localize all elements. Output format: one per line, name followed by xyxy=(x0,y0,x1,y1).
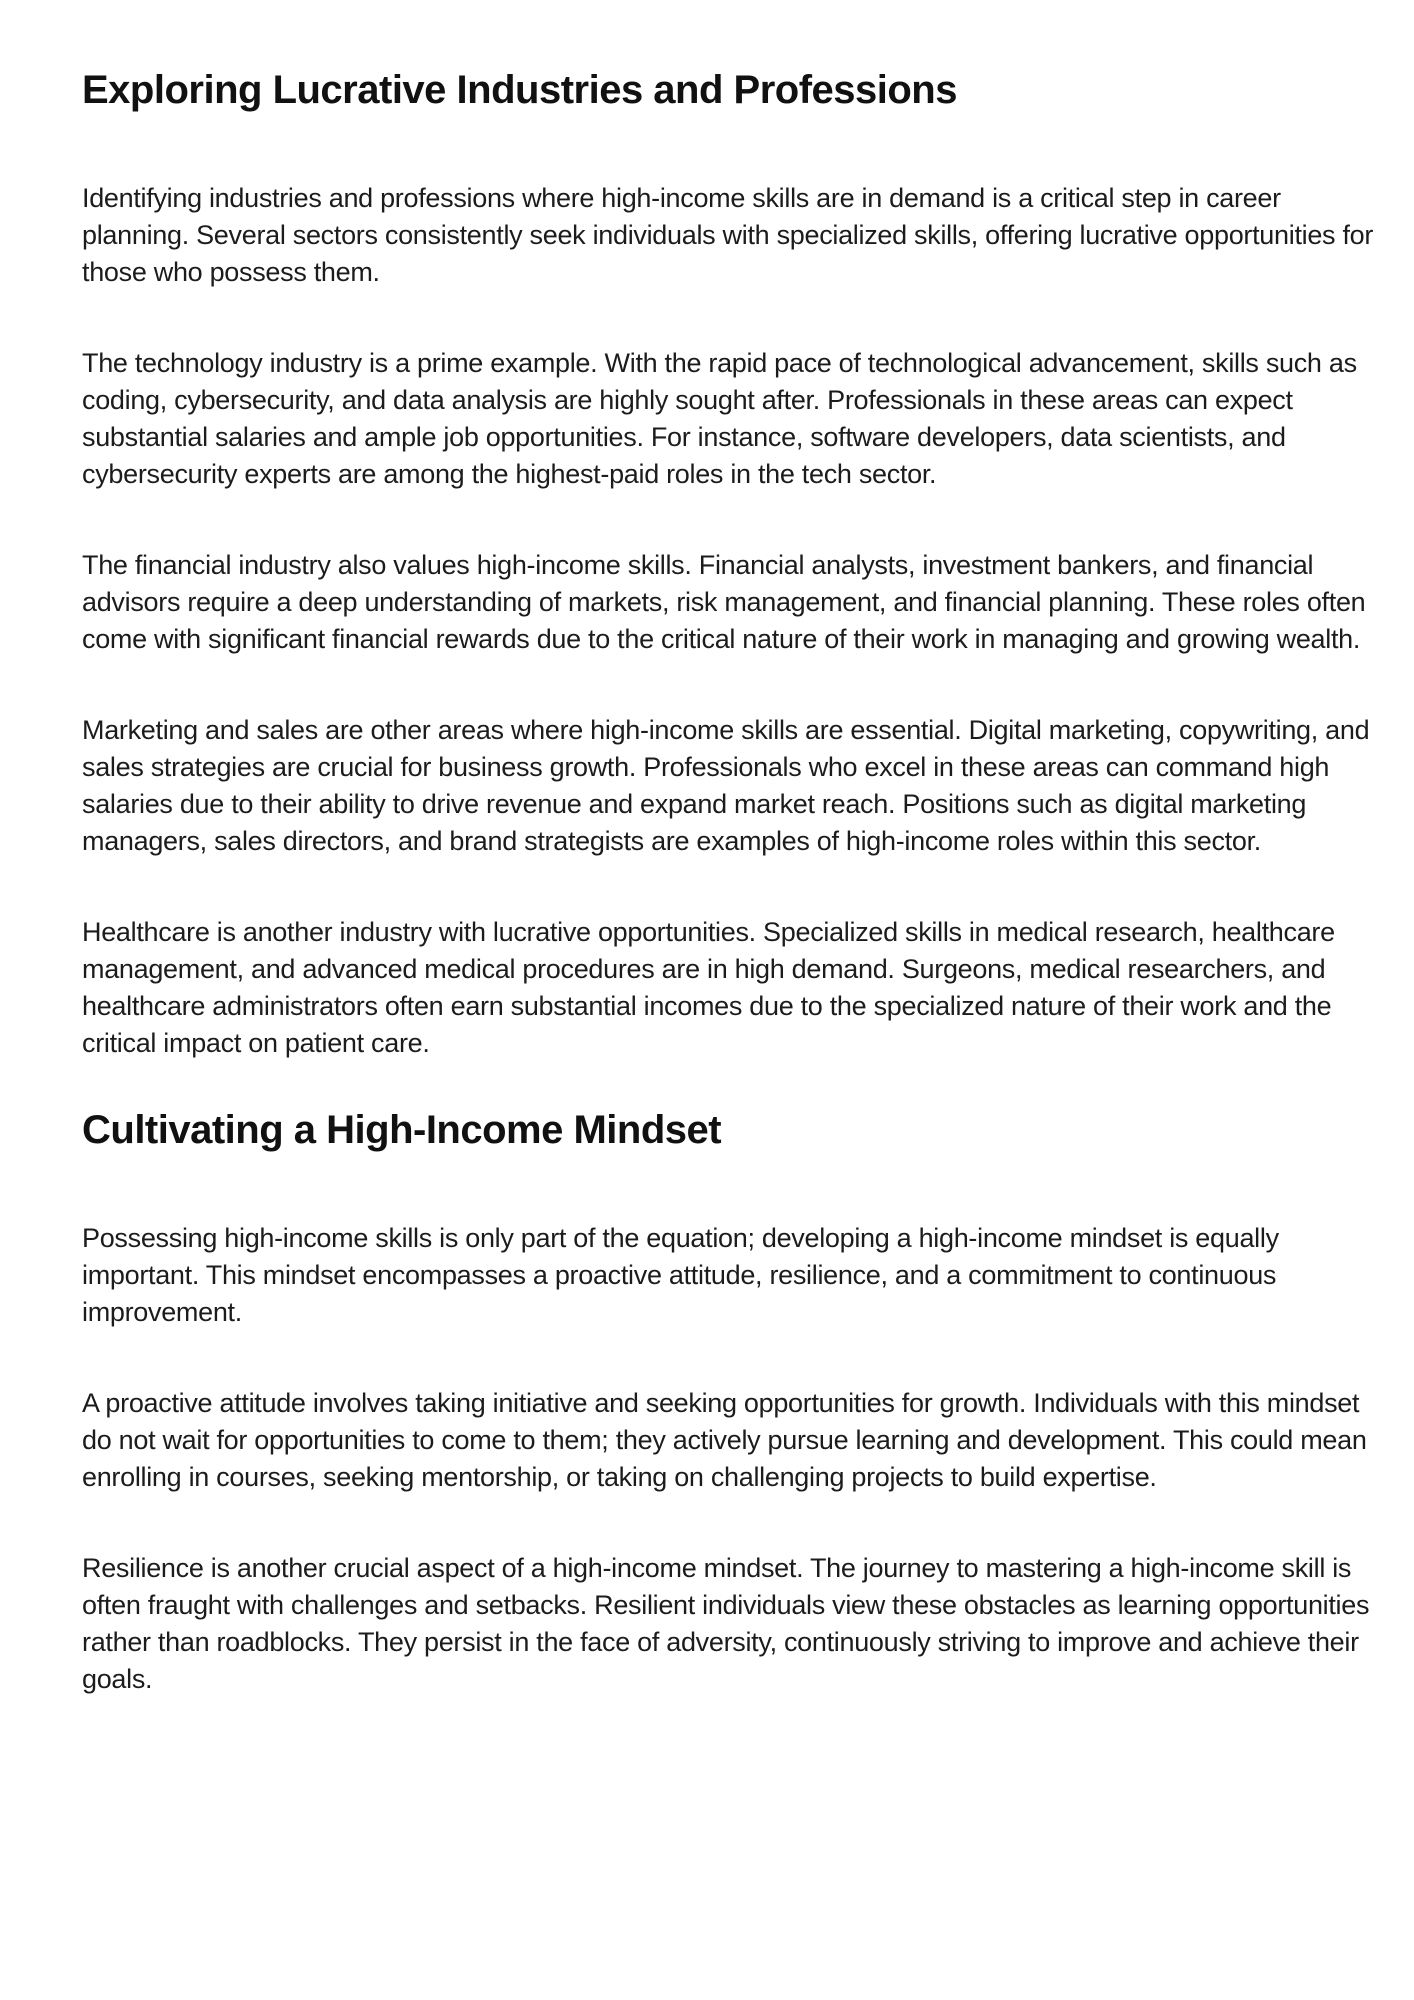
paragraph-marketing-sales: Marketing and sales are other areas where high-income skills are essential. Digital marketing, copywriting, and sales strategies are crucial for business growth. Professionals who excel in these areas can command high salaries due to their ability to drive revenue and expand market reach. Positions such as digital marketing managers, sales directors, and brand strategists are examples of high-income roles within this sector. xyxy=(82,715,1370,856)
paragraph-proactive-attitude: A proactive attitude involves taking initiative and seeking opportunities for growth. Individuals with this mindset do not wait for opportunities to come to them; they actively pursue learning and development. This could mean enrolling in courses, seeking mentorship, or taking on challenging projects to build expertise. xyxy=(82,1388,1367,1492)
paragraph-mindset-intro: Possessing high-income skills is only part of the equation; developing a high-income mindset is equally important. This mindset encompasses a proactive attitude, resilience, and a commitment to continuous improvement. xyxy=(82,1223,1279,1327)
paragraph-technology-industry: The technology industry is a prime example. With the rapid pace of technological advancement, skills such as coding, cybersecurity, and data analysis are highly sought after. Professionals in these areas can expect substantial salaries and ample job opportunities. For instance, software developers, data scientists, and cybersecurity experts are among the highest-paid roles in the tech sector. xyxy=(82,348,1357,489)
paragraph-industries-intro: Identifying industries and professions where high-income skills are in demand is a critical step in career planning. Several sectors consistently seek individuals with specialized skills, offering lucrative opportunities for those who possess them. xyxy=(82,183,1374,287)
paragraph-financial-industry: The financial industry also values high-income skills. Financial analysts, investment bankers, and financial advisors require a deep understanding of markets, risk management, and financial planning. These roles often come with significant financial rewards due to the critical nature of their work in managing and growing wealth. xyxy=(82,550,1366,654)
section-heading-mindset: Cultivating a High-Income Mindset xyxy=(82,1108,722,1152)
paragraph-resilience: Resilience is another crucial aspect of a high-income mindset. The journey to mastering a high-income skill is often fraught with challenges and setbacks. Resilient individuals view these obstacles as learning opportunities rather than roadblocks. They persist in the face of adversity, continuously striving to improve and achieve their goals. xyxy=(82,1553,1370,1694)
paragraph-healthcare: Healthcare is another industry with lucrative opportunities. Specialized skills in medical research, healthcare management, and advanced medical procedures are in high demand. Surgeons, medical researchers, and healthcare administrators often earn substantial incomes due to the specialized nature of their work and the critical impact on patient care. xyxy=(82,917,1335,1058)
section-heading-industries: Exploring Lucrative Industries and Professions xyxy=(82,68,957,112)
